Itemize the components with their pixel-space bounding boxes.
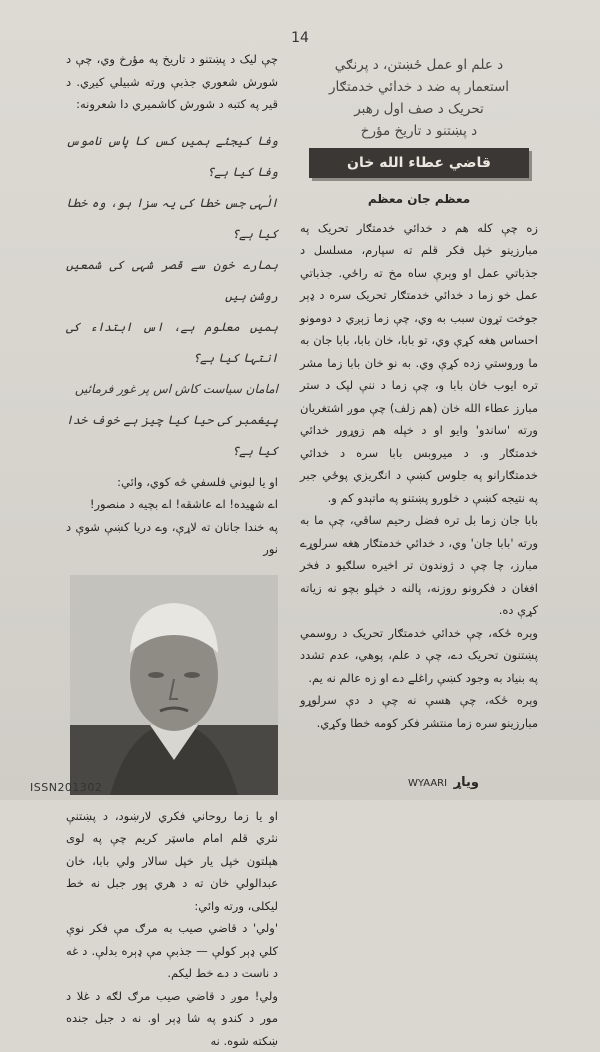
left-paragraph: ولي! موږ د قاضي صيب مرګ لګه د غلا د مور د کندو په شا ډېر او. نه د جبل جنده ښکته شوه. نه	[66, 985, 278, 1052]
verse-line: الٰہی جس خطا کی یہ سزا ہو، وہ خطا کیا ہے؟	[66, 188, 278, 250]
logo-latin: WYAARI	[408, 778, 447, 789]
poem-verses	[66, 126, 278, 467]
left-paragraph: او یا لبوني فلسفي څه کوي، وائي:	[66, 471, 278, 494]
left-paragraph: په خندا جانان ته لاړې، وے دریا کښې شوې د نور	[66, 516, 278, 561]
page-number: 14	[0, 30, 600, 46]
article-title-banner: قاضي عطاء الله خان	[309, 148, 529, 178]
author-byline: معظم جان معظم	[300, 188, 538, 211]
magazine-logo	[408, 775, 479, 790]
issn-label: ISSN201302	[30, 781, 102, 794]
article-intro	[300, 54, 538, 142]
right-paragraph: وېره ځکه، چې هسې نه چې د دې سرلوړو مبارزينو سره زما منتشر فکر کومه خطا وکړي.	[300, 689, 538, 734]
verse-line: وفا کیجئے ہمیں کس کا پاس ناموس وفا کیا ہے؟	[66, 126, 278, 188]
right-column	[300, 48, 538, 734]
right-paragraph: زه چې کله هم د خدائي خدمتګار تحریک په مبارزینو خپل فکر قلم ته سپارم، مسلسل د جذباتي عمل او وېرې ساه مخ ته راځي. جذباتي عمل خو زما د خدائي خدمتګار تحریک سره د ډېر جوخت تړون سبب به وي، چې زما زېږي د دومونو احساس هغه کړې وي، تو بابا، خان بابا، بابا جان به ما وروستي زده کړې وي. به نو خان بابا زما مشر تره ايوب خان بابا و، چې زما د ننې لپک د ستر مبارز عطاء الله خان (هم زلف) چې موږ اشتغریان ورته 'ساندو' وايو او د خپله هم زوړور خدائي خدمتګار و. د میروبس بابا سره د خدائي خدمتګارانو په جلوس کښې د انګریزي پوځي جبر په نتیجه کښې د خلورو پښتنو په ماتېدو کم و.	[300, 217, 538, 510]
left-intro-paragraph: چې لیک د پښتنو د تاریخ په مؤرخ وي، چې د شورش شعوري جذبې ورته شبیلي کيږي. د قیر په کتبه د شورش کاشمیري دا شعرونه:	[66, 48, 278, 116]
intro-line: د پښتنو د تاریخ مؤرخ	[300, 120, 538, 142]
portrait-photo	[70, 575, 278, 795]
intro-line: تحریک د صف اول رهبر	[300, 98, 538, 120]
verse-line: ہمارے خون سے قصر شہی کی شمعیں روشن ہیں	[66, 250, 278, 312]
left-paragraph: 'ولي' د قاضي صيب به مرګ مې فکر نوې کلي ډېر کولې — جذبې مې ډېره بدلې. د غه د ناست د دے خط لیکم.	[66, 917, 278, 985]
left-paragraph: او یا زما روحاني فکري لارښود، د پښتنې نثري قلم امام ماسټر کریم چې په لوی هېلتون خپل یار خپل سالار ولي بابا، خان عبدالولي خان ته د هري پور جبل نه خط لیکلی، ورته وائي:	[66, 805, 278, 918]
right-paragraph: وېره ځکه، چې خدائي خدمتګار تحریک د روسمي پښتنون تحریک دے، چې د علم، پوهي، عدم تشدد په بنياد به وجود کښې راغلے دے او زه عالم نه یم.	[300, 622, 538, 690]
left-column	[66, 48, 278, 1052]
verse-line: امامان سیاست کاش اس پر غور فرمائیں	[66, 374, 278, 405]
verse-line: پیغمبر کی حیا کیا چیز ہے خوف خدا کیا ہے؟	[66, 405, 278, 467]
intro-line: د علم او عمل ځښتن، د پرنګي	[300, 54, 538, 76]
intro-line: استعمار په ضد د خدائي خدمتګار	[300, 76, 538, 98]
verse-line: ہمیں معلوم ہے، اس ابتداء کی انتہا کیا ہے؟	[66, 312, 278, 374]
right-paragraph: بابا جان زما بل تره فضل رحيم ساقي، چې ما به ورته 'بابا جان' وي، د خدائي خدمتګار هغه سرلوړے مبارز، چا چې د ژوندون تر اخيره سلګيو د فخر افغان د فکرونو روزنه، پالنه د خپلو بچو نه زياته کړې ده.	[300, 509, 538, 622]
left-paragraph: اے شهیده! اے عاشقه! اے بچیه د منصور!	[66, 493, 278, 516]
logo-urdu: وياړ	[454, 775, 479, 790]
